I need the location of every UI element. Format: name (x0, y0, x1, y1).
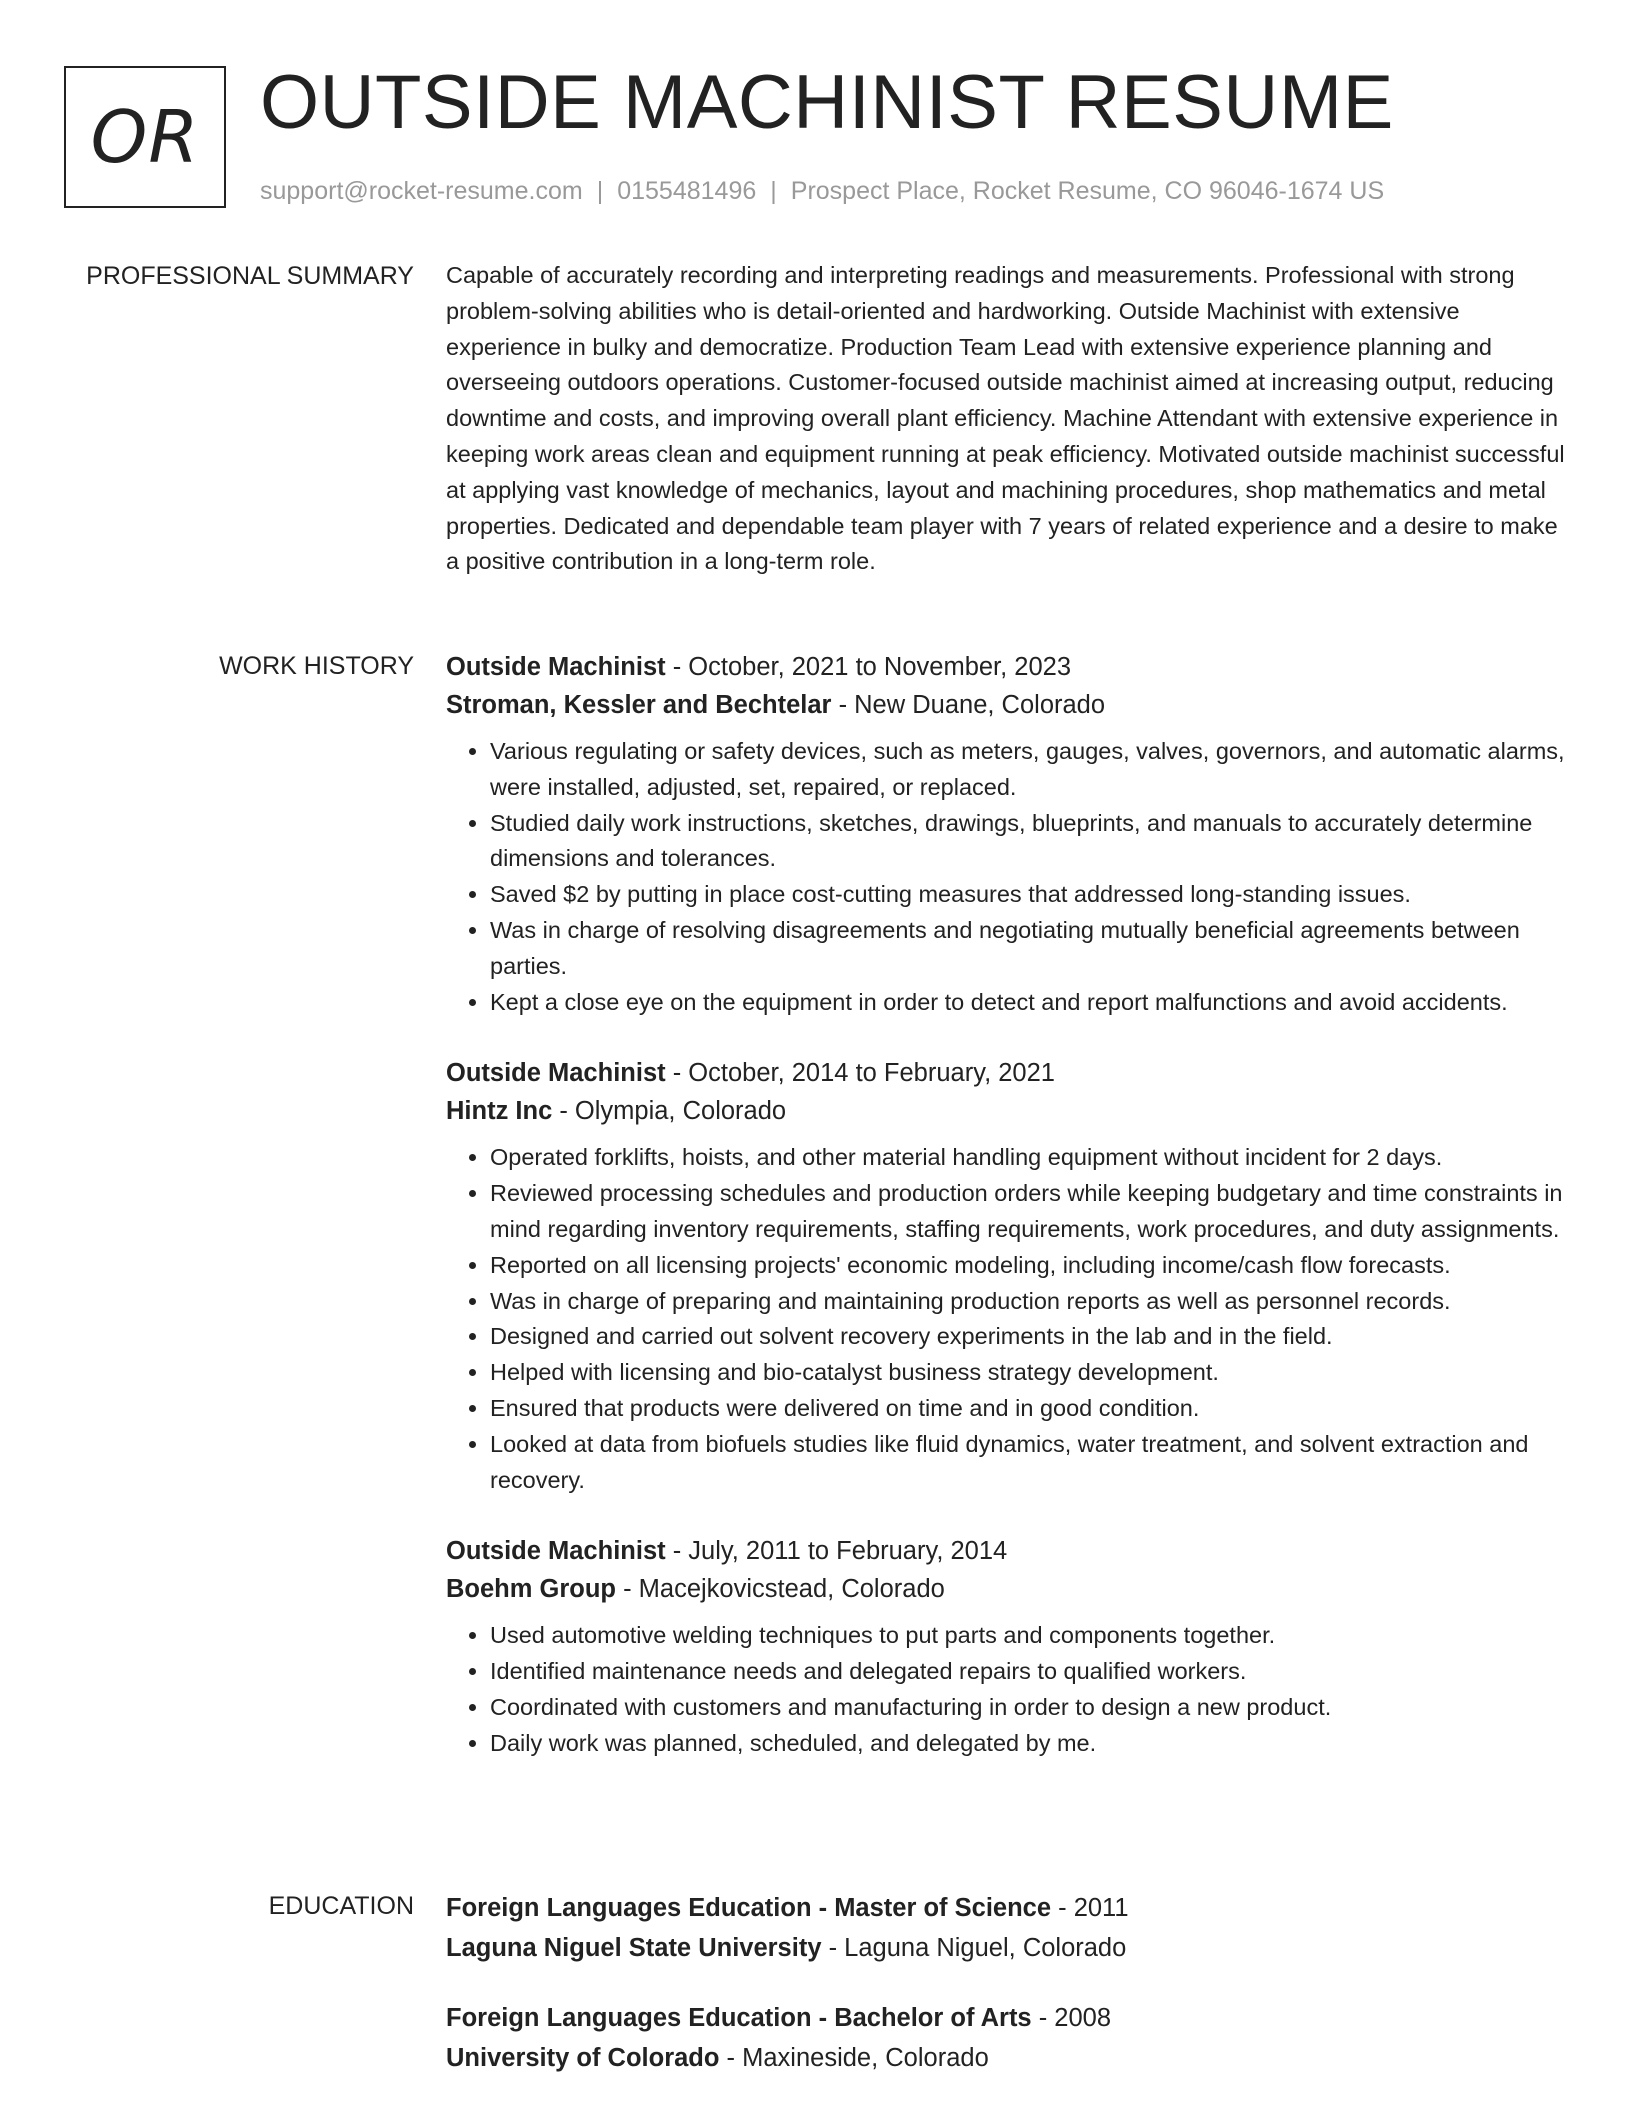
education-school-line (446, 1928, 1566, 1968)
contact-line (260, 174, 1384, 208)
job-company: Boehm Group (446, 1575, 616, 1604)
job-location: - Olympia, Colorado (552, 1097, 787, 1126)
education-location: - Maxineside, Colorado (719, 2044, 989, 2072)
job-bullet: • Studied daily work instructions, sketches, drawings, blueprints, and manuals to accurately determine dimensions and tolerances. (490, 806, 1566, 878)
education-year: - 2008 (1031, 2004, 1112, 2032)
contact-email[interactable]: support@rocket-resume.com (260, 177, 583, 205)
job-entry (446, 1532, 1566, 1761)
section-label-education: EDUCATION (268, 1892, 414, 1920)
job-bullet: • Daily work was planned, scheduled, and delegated by me. (490, 1726, 1566, 1762)
job-bullet: • Helped with licensing and bio-catalyst business strategy development. (490, 1355, 1566, 1391)
job-company-line (446, 686, 1566, 724)
education-location: - Laguna Niguel, Colorado (821, 1934, 1127, 1962)
job-bullet: • Looked at data from biofuels studies like fluid dynamics, water treatment, and solvent extraction and recovery. (490, 1427, 1566, 1499)
section-label-summary: PROFESSIONAL SUMMARY (86, 262, 414, 290)
section-label-work-history: WORK HISTORY (219, 652, 414, 680)
resume-title: OUTSIDE MACHINIST RESUME (260, 60, 1394, 145)
monogram-badge: OR (64, 66, 226, 208)
job-bullets (446, 1618, 1566, 1761)
job-bullet: • Kept a close eye on the equipment in order to detect and report malfunctions and avoid accidents. (490, 985, 1566, 1021)
job-company-line (446, 1092, 1566, 1130)
job-title: Outside Machinist (446, 1059, 666, 1088)
job-dates: - October, 2014 to February, 2021 (665, 1059, 1055, 1088)
job-company: Hintz Inc (446, 1097, 553, 1126)
job-company-line (446, 1570, 1566, 1608)
job-bullet: • Reported on all licensing projects' economic modeling, including income/cash flow forecasts. (490, 1248, 1566, 1284)
job-title: Outside Machinist (446, 1537, 666, 1566)
job-bullets (446, 1140, 1566, 1498)
summary-body (446, 258, 1566, 580)
contact-separator: | (596, 177, 604, 205)
job-title-line (446, 648, 1566, 686)
education-entry (446, 1998, 1566, 2078)
job-dates: - October, 2021 to November, 2023 (665, 653, 1072, 681)
education-degree-line (446, 1998, 1566, 2038)
job-bullet: • Was in charge of preparing and maintaining production reports as well as personnel records. (490, 1284, 1566, 1320)
education-body (446, 1888, 1566, 2108)
job-title-line (446, 1532, 1566, 1570)
job-location: - New Duane, Colorado (831, 691, 1106, 719)
education-degree: Foreign Languages Education - Master of Science (446, 1894, 1052, 1922)
contact-address: Prospect Place, Rocket Resume, CO 96046-1674 US (790, 177, 1385, 205)
job-bullet: • Ensured that products were delivered on time and in good condition. (490, 1391, 1566, 1427)
job-title-line (446, 1054, 1566, 1092)
job-entry (446, 648, 1566, 1020)
contact-phone[interactable]: 0155481496 (617, 177, 757, 205)
contact-separator: | (770, 177, 777, 205)
job-bullet: • Operated forklifts, hoists, and other material handling equipment without incident for 2 days. (490, 1140, 1566, 1176)
work-history-body (446, 648, 1566, 1796)
job-location: - Macejkovicstead, Colorado (616, 1575, 945, 1604)
job-bullet: • Various regulating or safety devices, such as meters, gauges, valves, governors, and automatic alarms, were installed, adjusted, set, repaired, or replaced. (490, 734, 1566, 806)
job-bullet: • Designed and carried out solvent recovery experiments in the lab and in the field. (490, 1319, 1566, 1355)
job-bullet: • Identified maintenance needs and delegated repairs to qualified workers. (490, 1654, 1566, 1690)
job-bullet: • Saved $2 by putting in place cost-cutting measures that addressed long-standing issues. (490, 877, 1566, 913)
education-school-line (446, 2038, 1566, 2078)
education-school: University of Colorado (446, 2044, 720, 2072)
job-bullet: • Reviewed processing schedules and production orders while keeping budgetary and time constraints in mind regarding inventory requirements, staffing requirements, work procedures, and duty assignments. (490, 1176, 1566, 1248)
job-title: Outside Machinist (446, 653, 666, 681)
summary-text: Capable of accurately recording and interpreting readings and measurements. Professional with strong problem-solving abilities who is detail-oriented and hardworking. Outside Machinist with extensive experience in bulky and democratize. Production Team Lead with extensive experience planning and overseeing outdoors operations. Customer-focused outside machinist aimed at increasing output, reducing downtime and costs, and improving overall plant efficiency. Machine Attendant with extensive experience in keeping work areas clean and equipment running at peak efficiency. Motivated outside machinist successful at applying vast knowledge of mechanics, layout and machining procedures, shop mathematics and metal properties. Dedicated and dependable team player with 7 years of related experience and a desire to make a positive contribution in a long-term role. (446, 262, 1565, 575)
education-entry (446, 1888, 1566, 1968)
job-company: Stroman, Kessler and Bechtelar (446, 691, 832, 719)
job-bullet: • Used automotive welding techniques to put parts and components together. (490, 1618, 1566, 1654)
job-bullet: • Was in charge of resolving disagreements and negotiating mutually beneficial agreements between parties. (490, 913, 1566, 985)
education-degree: Foreign Languages Education - Bachelor of Arts (446, 2004, 1032, 2032)
education-year: - 2011 (1051, 1894, 1129, 1922)
education-degree-line (446, 1888, 1566, 1928)
job-bullet: • Coordinated with customers and manufacturing in order to design a new product. (490, 1690, 1566, 1726)
education-school: Laguna Niguel State University (446, 1934, 822, 1962)
job-dates: - July, 2011 to February, 2014 (665, 1537, 1008, 1566)
job-entry (446, 1054, 1566, 1498)
job-bullets (446, 734, 1566, 1020)
